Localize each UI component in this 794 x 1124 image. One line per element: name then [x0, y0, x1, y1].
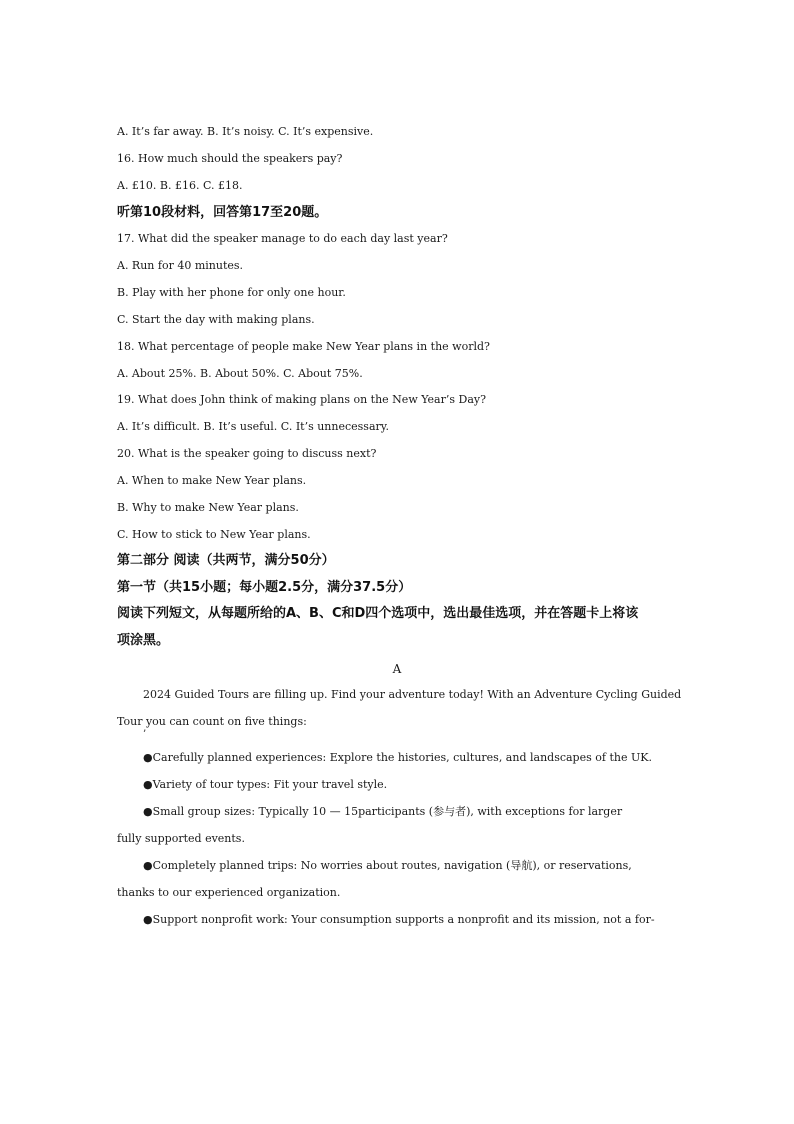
q19-options: A. It’s difficult. B. It’s useful. C. It’s unnecessary.	[117, 420, 390, 433]
passage-label: A	[392, 662, 402, 676]
q18-options: A. About 25%. B. About 50%. C. About 75%.	[117, 367, 363, 380]
bullet-planned-experiences: ●Carefully planned experiences: Explore the histories, cultures, and landscapes of the UK.	[143, 751, 652, 764]
bullet-group-sizes-cont: fully supported events.	[117, 832, 245, 845]
instruction-line-1: 阅读下列短文，从每题所给的A、B、C和D四个选项中，选出最佳选项，并在答题卡上将该	[117, 606, 639, 621]
q17-option-a: A. Run for 40 minutes.	[117, 259, 244, 272]
question-19: 19. What does John think of making plans on the New Year’s Day?	[117, 393, 486, 406]
passage-intro-line-2: Tour you can count on five things:	[117, 715, 307, 728]
question-20: 20. What is the speaker going to discuss next?	[117, 447, 377, 460]
question-17: 17. What did the speaker manage to do each day last year?	[117, 232, 448, 245]
bullet-nonprofit: ●Support nonprofit work: Your consumption supports a nonprofit and its mission, not a for-	[143, 913, 655, 926]
q17-option-c: C. Start the day with making plans.	[117, 313, 315, 326]
bullet-tour-types: ●Variety of tour types: Fit your travel style.	[143, 778, 388, 791]
bullet-planned-trips-cont: thanks to our experienced organization.	[117, 886, 341, 899]
q16-options: A. £10. B. £16. C. £18.	[117, 179, 243, 192]
bullet-group-sizes: ●Small group sizes: Typically 10 — 15participants (参与者), with exceptions for larger	[143, 805, 623, 818]
q20-option-b: B. Why to make New Year plans.	[117, 501, 299, 514]
q17-option-b: B. Play with her phone for only one hour.	[117, 286, 346, 299]
instruction-line-2: 项涂黑。	[117, 633, 170, 648]
section-10-heading: 听第10段材料，回答第17至20题。	[117, 205, 328, 220]
question-16: 16. How much should the speakers pay?	[117, 152, 343, 165]
q20-option-c: C. How to stick to New Year plans.	[117, 528, 311, 541]
passage-intro-line-1: 2024 Guided Tours are filling up. Find your adventure today! With an Adventure Cycling Guided	[143, 688, 682, 701]
q20-option-a: A. When to make New Year plans.	[117, 474, 307, 487]
bullet-planned-trips: ●Completely planned trips: No worries about routes, navigation (导航), or reservations,	[143, 859, 632, 872]
stray-mark: ’	[143, 729, 147, 740]
part-2-heading: 第二部分 阅读（共两节，满分50分）	[117, 553, 335, 568]
question-18: 18. What percentage of people make New Year plans in the world?	[117, 340, 490, 353]
section-1-heading: 第一节（共15小题；每小题2.5分，满分37.5分）	[117, 580, 412, 595]
q15-options: A. It’s far away. B. It’s noisy. C. It’s expensive.	[117, 125, 374, 138]
